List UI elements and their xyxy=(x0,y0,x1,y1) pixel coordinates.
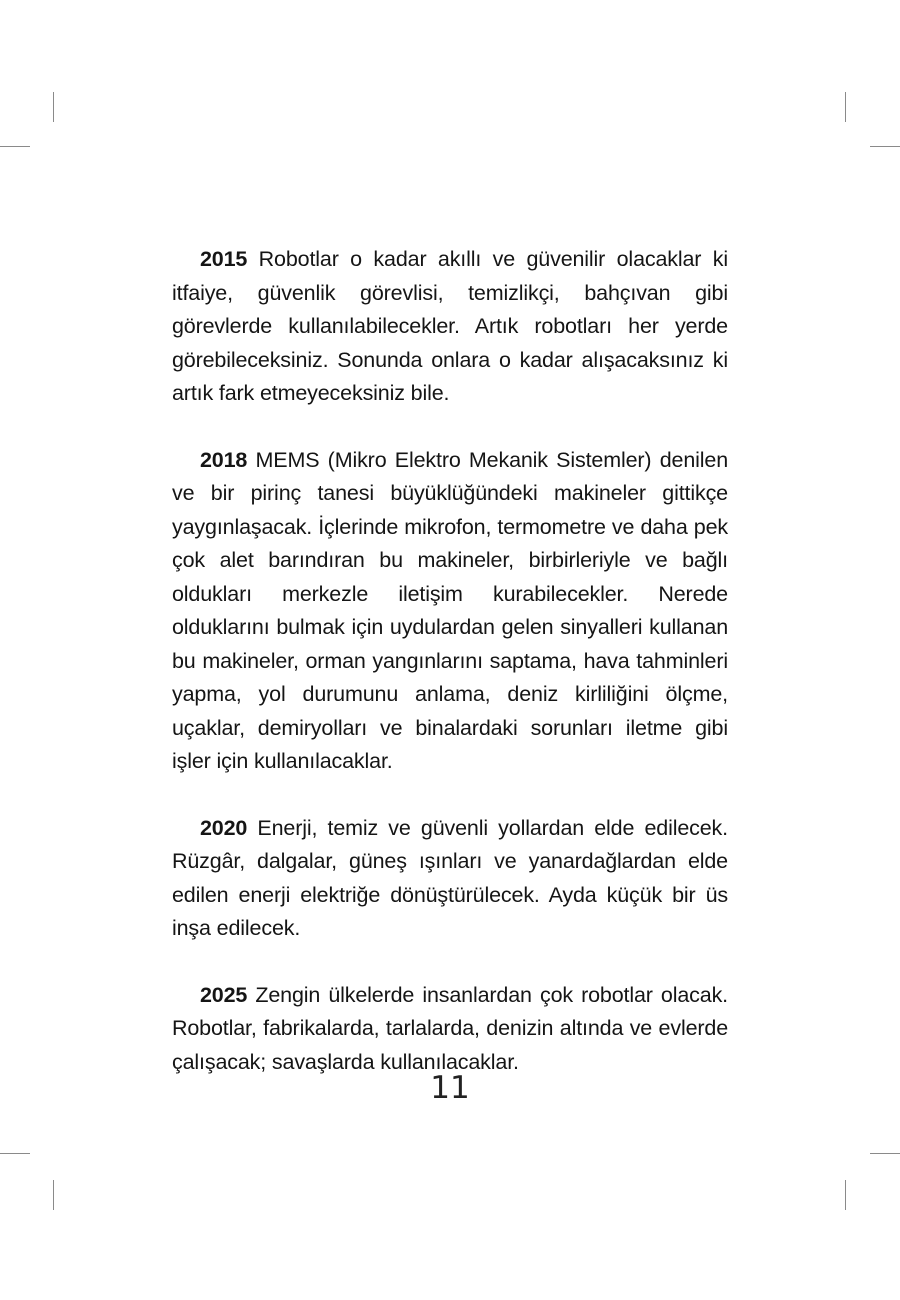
entry-year: 2015 xyxy=(200,247,248,271)
entry-year: 2018 xyxy=(200,447,248,472)
crop-mark-top-right-horizontal xyxy=(870,146,900,147)
page-number: 11 xyxy=(430,1070,470,1106)
entry-text: Enerji, temiz ve güvenli yollardan elde edilecek. Rüzgâr, dalgalar, güneş ışınları ve yanardağlardan elde edilen enerji elektriğe dönüştürülecek. Ayda küçük bir üs inşa edilecek. xyxy=(172,815,728,940)
crop-mark-bottom-right-horizontal xyxy=(870,1153,900,1154)
entry-2018 xyxy=(172,444,728,779)
crop-mark-top-right-vertical xyxy=(845,92,846,122)
crop-mark-top-left-vertical xyxy=(53,92,54,122)
entry-text: MEMS (Mikro Elektro Mekanik Sistemler) denilen ve bir pirinç tanesi büyüklüğündeki makineler gittikçe yaygınlaşacak. İçlerinde mikrofon, termometre ve daha pek çok alet barındıran bu makineler, birbirleriyle ve bağlı oldukları merkezle iletişim kurabilecekler. Nerede olduklarını bulmak için uydulardan gelen sinyalleri kullanan bu makineler, orman yangınlarını saptama, hava tahminleri yapma, yol durumunu anlama, deniz kirliliğini ölçme, uçaklar, demiryolları ve binalardaki sorunları iletme gibi işler için kullanılacaklar. xyxy=(172,447,728,773)
page-body xyxy=(172,243,728,1112)
crop-mark-top-left-horizontal xyxy=(0,146,30,147)
entry-year: 2020 xyxy=(200,815,248,840)
entry-2020 xyxy=(172,812,728,946)
entry-text: Robotlar o kadar akıllı ve güvenilir olacaklar ki itfaiye, güvenlik görevlisi, temizlikçi, bahçıvan gibi görevlerde kullanılabilecekler. Artık robotları her yerde görebileceksiniz. Sonunda onlara o kadar alışacaksınız ki artık fark etmeyeceksiniz bile. xyxy=(172,247,728,405)
entry-year: 2025 xyxy=(200,982,248,1007)
entry-text: Zengin ülkelerde insanlardan çok robotlar olacak. Robotlar, fabrikalarda, tarlalarda, denizin altında ve evlerde çalışacak; savaşlarda kullanılacaklar. xyxy=(172,982,728,1074)
entry-2015 xyxy=(172,243,728,411)
crop-mark-bottom-left-horizontal xyxy=(0,1153,30,1154)
crop-mark-bottom-right-vertical xyxy=(845,1180,846,1210)
entry-2025 xyxy=(172,979,728,1080)
crop-mark-bottom-left-vertical xyxy=(53,1180,54,1210)
